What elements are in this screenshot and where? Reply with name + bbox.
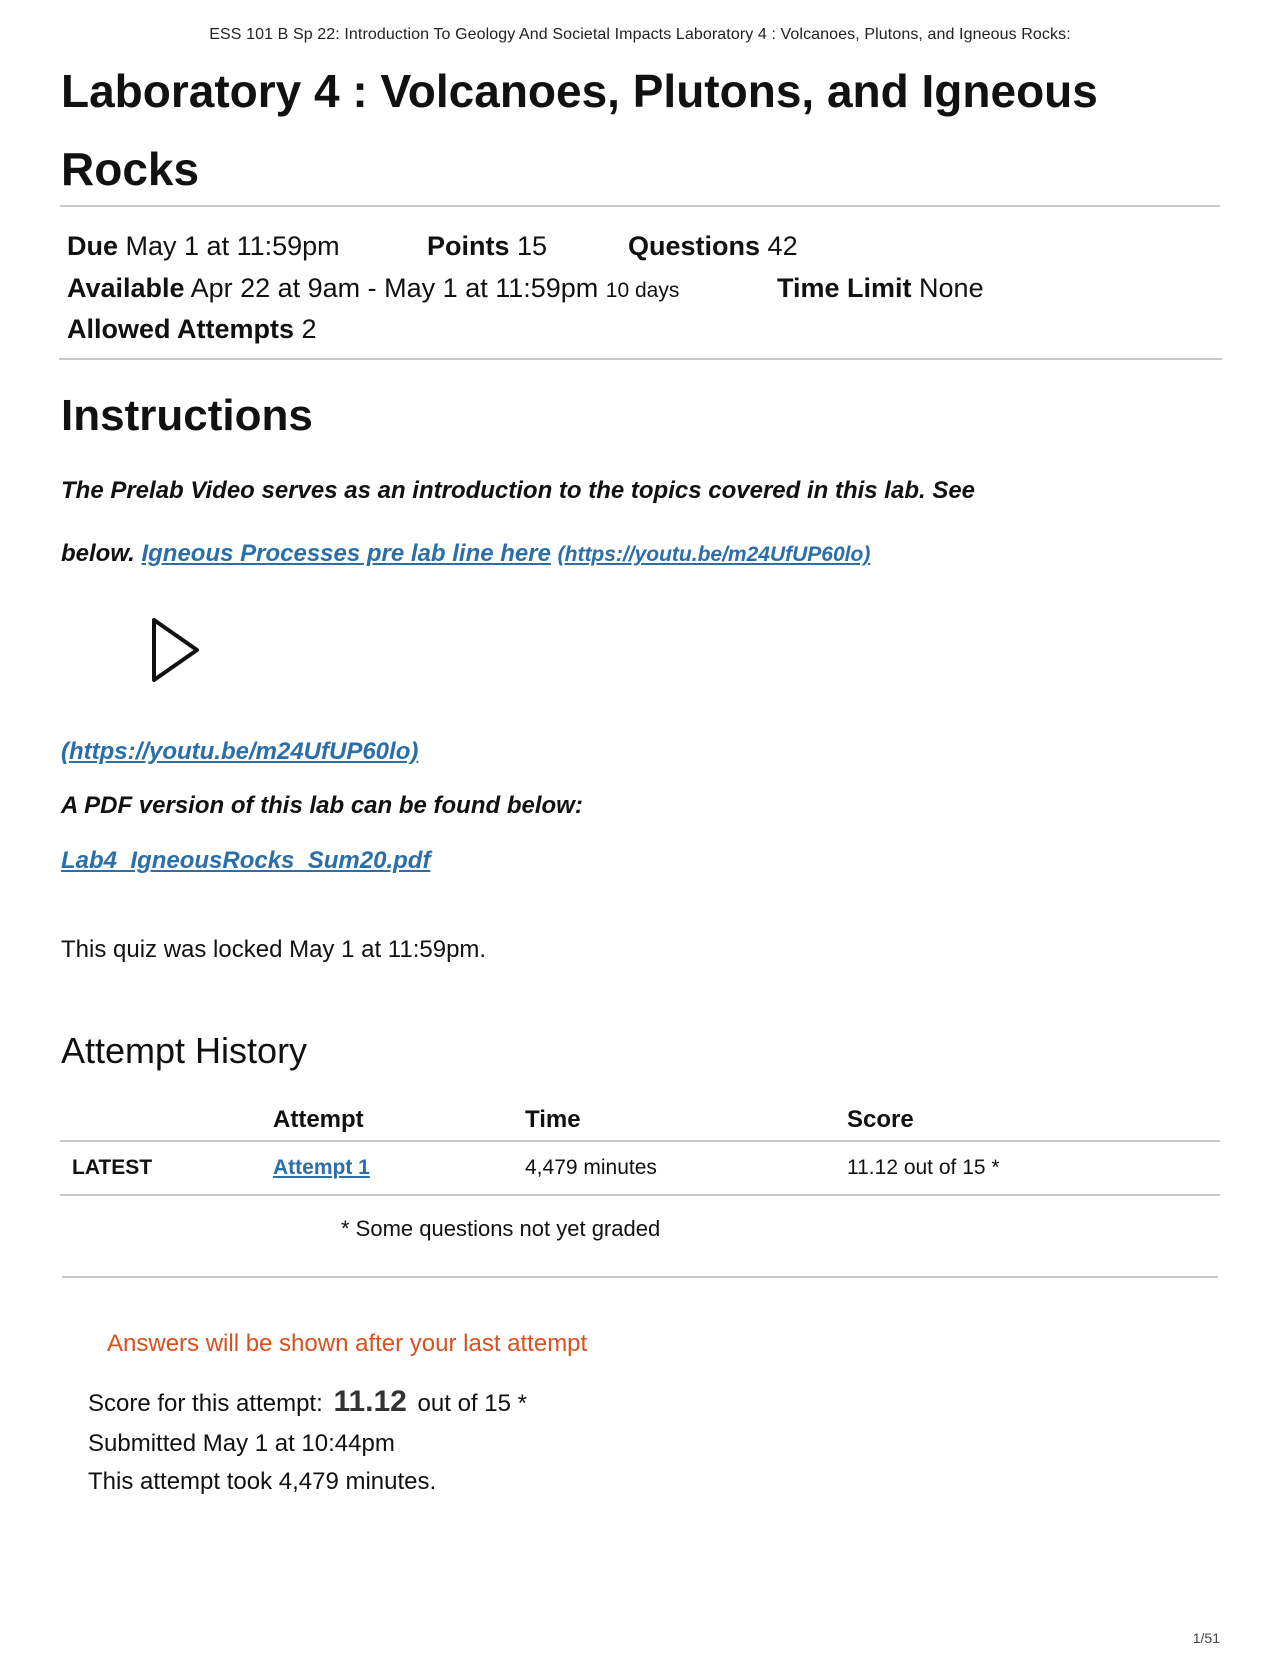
video-url-link[interactable]: (https://youtu.be/m24UfUP60lo): [61, 738, 419, 765]
print-header: ESS 101 B Sp 22: Introduction To Geology And Societal Impacts Laboratory 4 : Volcanoes, Plutons, and Igneous Rocks:: [209, 26, 1071, 43]
answers-notice: Answers will be shown after your last attempt: [107, 1330, 588, 1357]
score-prefix: Score for this attempt:: [88, 1390, 323, 1417]
attempt-time-cell: 4,479 minutes: [525, 1141, 847, 1195]
time-limit-field: [777, 272, 984, 304]
attempt-1-link[interactable]: Attempt 1: [273, 1156, 370, 1179]
time-limit-label: Time Limit: [777, 273, 912, 303]
score-suffix: out of 15 *: [417, 1390, 527, 1417]
time-limit-value: None: [919, 273, 984, 303]
play-icon[interactable]: [142, 615, 202, 685]
pdf-link-line: [61, 846, 430, 876]
questions-value: 42: [767, 231, 798, 261]
prelab-video-url[interactable]: (https://youtu.be/m24UfUP60lo): [557, 543, 871, 566]
due-label: Due: [67, 231, 119, 261]
page-title: Laboratory 4 : Volcanoes, Plutons, and Igneous Rocks: [61, 65, 1098, 195]
column-header-attempt: Attempt: [273, 1100, 525, 1141]
ungraded-footnote: * Some questions not yet graded: [341, 1216, 661, 1241]
points-label: Points: [427, 231, 510, 261]
prelab-intro-line2: [61, 539, 870, 570]
pdf-download-link[interactable]: Lab4_IgneousRocks_Sum20.pdf: [61, 847, 431, 874]
video-url-line: [61, 737, 418, 767]
available-duration: 10 days: [605, 279, 680, 302]
attempt-history-header-row: [60, 1100, 1220, 1141]
table-row: [60, 1141, 1220, 1195]
available-field: [67, 272, 679, 307]
column-header-time: Time: [525, 1100, 847, 1141]
attempt-score-cell: 11.12 out of 15 *: [847, 1141, 1220, 1195]
available-label: Available: [67, 273, 185, 303]
questions-label: Questions: [628, 231, 761, 261]
attempt-history-heading: Attempt History: [61, 1030, 308, 1071]
column-header-blank: [60, 1100, 273, 1141]
prelab-intro-prefix: below.: [61, 540, 135, 567]
available-value: Apr 22 at 9am - May 1 at 11:59pm: [190, 273, 599, 303]
questions-field: [628, 230, 798, 262]
due-value: May 1 at 11:59pm: [125, 231, 340, 261]
points-value: 15: [517, 231, 548, 261]
submitted-time: Submitted May 1 at 10:44pm: [88, 1430, 395, 1457]
title-divider: [60, 205, 1220, 207]
prelab-intro-line1: The Prelab Video serves as an introduction to the topics covered in this lab. See: [61, 477, 976, 504]
allowed-attempts-value: 2: [301, 314, 317, 344]
score-value: 11.12: [333, 1385, 407, 1418]
column-header-score: Score: [847, 1100, 1220, 1141]
attempt-cell: [273, 1141, 525, 1195]
meta-divider: [59, 358, 1222, 360]
attempt-history-table: [60, 1100, 1220, 1196]
prelab-video-link[interactable]: Igneous Processes pre lab line here: [141, 540, 551, 567]
points-field: [427, 230, 547, 262]
attempt-status-label: LATEST: [60, 1141, 273, 1195]
allowed-attempts-field: [67, 313, 317, 345]
instructions-heading: Instructions: [61, 391, 313, 440]
attempt-duration: This attempt took 4,479 minutes.: [88, 1468, 437, 1495]
allowed-attempts-label: Allowed Attempts: [67, 314, 295, 344]
page-number: 1/51: [1192, 1630, 1220, 1646]
quiz-locked-message: This quiz was locked May 1 at 11:59pm.: [61, 936, 487, 963]
pdf-intro: A PDF version of this lab can be found below:: [61, 792, 583, 819]
due-field: [67, 230, 340, 262]
attempt-score-line: [88, 1384, 527, 1422]
history-divider: [62, 1276, 1218, 1278]
